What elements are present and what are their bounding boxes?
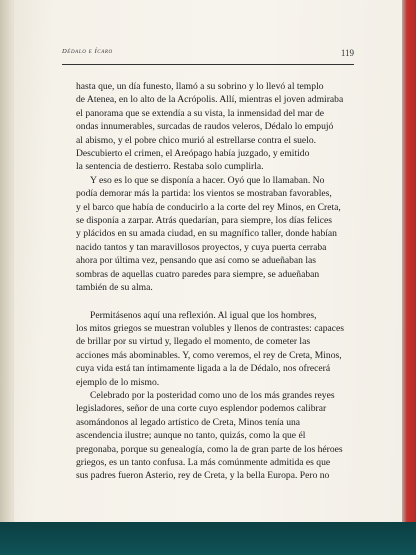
text-line: hasta que, un día funesto, llamó a su sobrino y lo llevó al templo [76, 81, 324, 92]
text-line: Celebrado por la posteridad como uno de los más grandes reyes [90, 389, 335, 401]
text-line: cuya vida está tan íntimamente ligada a la de Dédalo, nos ofrecerá [76, 363, 331, 375]
text-line: nacido tantos y tan maravillosos proyectos, y cuya puerta cerraba [76, 241, 327, 253]
text-line: la sentencia de destierro. Restaba solo cumplirla. [76, 161, 264, 173]
page-number: 119 [340, 48, 354, 58]
running-head: Dédalo e Ícaro [62, 48, 113, 55]
text-line: sombras de aquellas cuatro paredes para siempre, se adueñaban [76, 268, 320, 280]
text-line: pregonaba, porque su genealogía, como la de gran parte de los héroes [76, 443, 343, 455]
page-header [62, 42, 354, 65]
text-line: ejemplo de lo mismo. [76, 376, 160, 388]
paragraph-1 [76, 80, 358, 174]
book-page [14, 0, 402, 522]
text-line: ondas innumerables, surcadas de raudos veleros, Dédalo lo empujó [76, 121, 334, 133]
paragraph-3 [76, 309, 358, 389]
text-line: legisladores, señor de una corte cuyo esplendor podemos calibrar [76, 403, 327, 415]
text-line: al abismo, y el pobre chico murió al estrellarse contra el suelo. [76, 134, 317, 146]
book-red-edge [402, 0, 416, 522]
text-line: los mitos griegos se muestran volubles y llenos de contrastes: capaces [76, 322, 345, 334]
text-line: asomándonos al legado artístico de Creta, Minos tenía una [76, 416, 301, 428]
text-line: ascendencia ilustre; aunque no tanto, quizás, como la que él [76, 430, 306, 442]
background-bottom [0, 522, 416, 555]
text-line: acciones más abominables. Y, como veremos, el rey de Creta, Minos, [76, 349, 342, 361]
text-line: y el barco que había de conducirlo a la corte del rey Minos, en Creta, [76, 201, 341, 213]
text-line: y plácidos en su amada ciudad, en su magnífico taller, donde habían [76, 228, 337, 240]
paragraph-4 [76, 389, 358, 483]
text-line: se disponía a zarpar. Atrás quedarían, para siempre, los días felices [76, 215, 333, 227]
text-line: Permitásenos aquí una reflexión. Al igual que los hombres, [90, 309, 317, 321]
text-line: griegos, es un tanto confusa. La más comúnmente admitida es que [76, 456, 331, 468]
text-line: también de su alma. [76, 282, 153, 294]
text-line: de Atenea, en lo alto de la Acrópolis. Allí, mientras el joven admiraba [76, 94, 344, 106]
text-line: de brillar por su virtud y, llegado el momento, de cometer las [76, 336, 311, 348]
body-text [76, 80, 358, 483]
text-line: el panorama que se extendía a su vista, la inmensidad del mar de [76, 107, 325, 119]
paragraph-2 [76, 174, 358, 295]
text-line: ahora por última vez, pensando que así como se adueñaban las [76, 255, 317, 267]
text-line: podía demorar más la partida: los vientos se mostraban favorables, [76, 188, 332, 200]
text-line: Y eso es lo que se disponía a hacer. Oyó que lo llamaban. No [90, 174, 325, 186]
paragraph-gap [76, 295, 358, 309]
text-line: Descubierto el crimen, el Areópago había juzgado, y emitido [76, 148, 310, 160]
text-line: sus padres fueron Asterio, rey de Creta, y la bella Europa. Pero no [76, 470, 330, 482]
